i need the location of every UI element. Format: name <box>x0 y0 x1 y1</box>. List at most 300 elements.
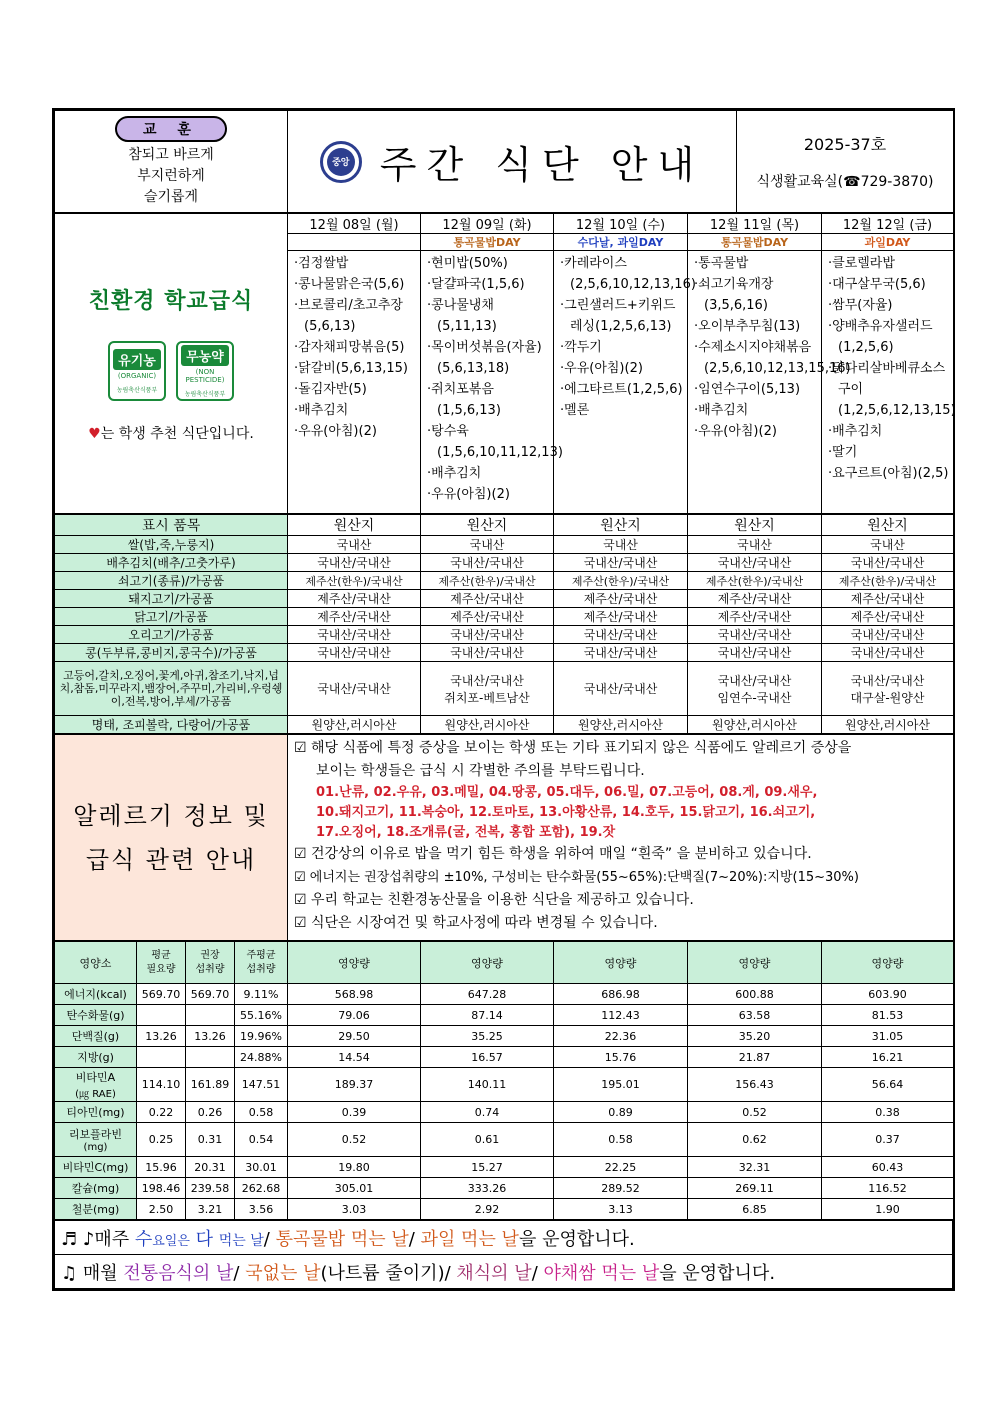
menu-item: ·대구살무국(5,6) <box>828 277 926 292</box>
origin-pollack-value: 원양산,러시아산 <box>288 716 421 734</box>
nutrient-week: 55.16% <box>235 1005 288 1026</box>
origin-value: 국내산/국내산 <box>421 644 554 662</box>
nutrient-label-line: 단백질(g) <box>71 1030 120 1043</box>
menu-item: ·목이버섯볶음(자율)(5,6,13,18) <box>427 340 542 376</box>
footer-da: 다 <box>189 1228 219 1250</box>
nutrition-table <box>54 941 954 1220</box>
nutrient-label-line: 티아민(mg) <box>66 1106 125 1119</box>
nutrition-row <box>55 1178 954 1199</box>
nutrient-amount: 0.37 <box>822 1123 954 1157</box>
nutrient-amount: 568.98 <box>288 984 421 1005</box>
origin-row <box>55 536 954 554</box>
nutrient-amount: 16.57 <box>421 1047 554 1068</box>
origin-label: 닭고기/가공품 <box>55 608 288 626</box>
nutrient-week: 0.54 <box>235 1123 288 1157</box>
nutrient-avg <box>137 1005 186 1026</box>
footer-veg-day: 채식의 날 <box>456 1262 532 1284</box>
allergy-title-line: 급식 관련 안내 <box>85 845 257 874</box>
origin-value: 국내산/국내산 <box>288 626 421 644</box>
origin-value: 국내산/국내산 <box>421 554 554 572</box>
menu-item: ·달걀파국(1,5,6) <box>427 277 525 292</box>
header-table <box>54 110 954 213</box>
recommended-header <box>186 942 235 984</box>
nutrient-amount: 35.20 <box>688 1026 822 1047</box>
weekly-menu-table <box>54 213 954 514</box>
motto-badge: 교 훈 <box>115 116 227 142</box>
menu-item: ·멜론 <box>560 403 590 418</box>
nutrient-rec: 161.89 <box>186 1068 235 1102</box>
day-date-fri: 12월 12일 (금) <box>822 214 954 234</box>
avg-need-header <box>137 942 186 984</box>
origin-value: 제주산/국내산 <box>554 590 688 608</box>
nutrient-rec <box>186 1047 235 1068</box>
menu-item: ·수제소시지야채볶음(2,5,6,10,12,13,15,16) <box>694 340 851 376</box>
menu-item: ·감자채피망볶음(5) <box>294 340 405 355</box>
nutrient-label-line: 비타민C(mg) <box>62 1161 129 1174</box>
nutrient-amount: 289.52 <box>554 1178 688 1199</box>
nutrient-rec <box>186 1005 235 1026</box>
nutrient-rec: 239.58 <box>186 1178 235 1199</box>
origin-value: 제주산/국내산 <box>421 590 554 608</box>
week-avg-header <box>235 942 288 984</box>
music-icon: ♫ 매월 <box>61 1262 124 1284</box>
footer-weekly <box>55 1221 953 1255</box>
nutrient-amount: 189.37 <box>288 1068 421 1102</box>
footer-monthly <box>55 1255 953 1289</box>
origin-header-day: 원산지 <box>421 515 554 536</box>
origin-value: 제주산/국내산 <box>688 608 822 626</box>
nutrient-avg: 569.70 <box>137 984 186 1005</box>
menu-item: ·우유(아침)(2) <box>694 424 777 439</box>
day-date-tue: 12월 09일 (화) <box>421 214 554 234</box>
origin-value: 국내산 <box>688 536 822 554</box>
origin-value: 국내산/국내산 <box>688 644 822 662</box>
origin-value: 제주산(한우)/국내산 <box>688 572 822 590</box>
origin-row <box>55 572 954 590</box>
menu-item: ·우유(아침)(2) <box>427 487 510 502</box>
eco-panel <box>55 214 288 514</box>
nutrient-avg <box>137 1047 186 1068</box>
nutrient-avg: 2.50 <box>137 1199 186 1220</box>
nutrient-amount: 35.25 <box>421 1026 554 1047</box>
nutrient-label <box>55 1005 137 1026</box>
menu-item: ·에그타르트(1,2,5,6) <box>560 382 683 397</box>
nutrient-amount: 81.53 <box>822 1005 954 1026</box>
nutrient-avg: 114.10 <box>137 1068 186 1102</box>
footer-sep: / <box>408 1228 421 1250</box>
allergy-table <box>54 734 954 941</box>
origin-value: 제주산/국내산 <box>554 608 688 626</box>
nutrient-amount: 56.64 <box>822 1068 954 1102</box>
cert-sub: (ORGANIC) <box>117 371 157 380</box>
nutrient-amount: 16.21 <box>822 1047 954 1068</box>
menu-mon <box>288 251 421 514</box>
origin-pollack-value: 원양산,러시아산 <box>554 716 688 734</box>
menu-item: ·카레라이스(2,5,6,10,12,13,16) <box>560 256 696 292</box>
origin-header-day: 원산지 <box>688 515 822 536</box>
nutrient-amount: 686.98 <box>554 984 688 1005</box>
header-line: 주평균 <box>246 949 276 961</box>
menu-sheet <box>52 108 955 1291</box>
nutrient-week: 147.51 <box>235 1068 288 1102</box>
origin-value: 국내산/국내산 <box>822 644 954 662</box>
footer-sep: / <box>531 1262 544 1284</box>
nutrient-amount: 22.36 <box>554 1026 688 1047</box>
origin-pollack-label: 명태, 조피볼락, 다랑어/가공품 <box>55 716 288 734</box>
menu-item: ·콩나물맑은국(5,6) <box>294 277 405 292</box>
nutrient-label <box>55 1123 137 1157</box>
menu-tue <box>421 251 563 514</box>
nutrient-label <box>55 1026 137 1047</box>
allergy-notice: ☑ 해당 식품에 특정 증상을 보이는 학생 또는 기타 표기되지 않은 식품에도 알레르기 증상을 <box>294 740 852 756</box>
origin-line: 국내산/국내산 <box>317 682 391 696</box>
issue-number: 2025-37호 <box>803 135 887 154</box>
menu-item: ·돌김자반(5) <box>294 382 367 397</box>
origin-label: 돼지고기/가공품 <box>55 590 288 608</box>
origin-value: 제주산/국내산 <box>421 608 554 626</box>
allergen-list: 17.오징어, 18.조개류(굴, 전복, 홍합 포함), 19.잣 <box>316 825 616 840</box>
nutrient-label-line: 철분(mg) <box>71 1203 120 1216</box>
origin-row <box>55 590 954 608</box>
origin-line: 임연수-국내산 <box>717 690 792 705</box>
allergy-notices <box>288 735 954 941</box>
nutrient-amount: 0.62 <box>688 1123 822 1157</box>
origin-value: 국내산/국내산 <box>822 554 954 572</box>
nutrient-amount: 32.31 <box>688 1157 822 1178</box>
origin-value: 국내산/국내산 <box>822 626 954 644</box>
cert-foot: 농림축산식품부 <box>184 390 226 398</box>
allergy-notice: ☑ 에너지는 권장섭취량의 ±10%, 구성비는 탄수화물(55~65%):단백질(7~20%):지방(15~30%) <box>294 870 859 885</box>
nutrition-row <box>55 1123 954 1157</box>
nutrient-amount: 15.76 <box>554 1047 688 1068</box>
allergy-notice: ☑ 우리 학교는 친환경농산물을 이용한 식단을 제공하고 있습니다. <box>294 892 694 908</box>
nutrient-label <box>55 1157 137 1178</box>
menu-item: ·배추김치 <box>828 424 883 439</box>
nutrient-label-line: 리보플라빈 <box>68 1128 123 1141</box>
nutrient-amount: 2.92 <box>421 1199 554 1220</box>
nutrient-amount: 31.05 <box>822 1026 954 1047</box>
day-theme-wed: 수다날, 과일DAY <box>554 234 688 251</box>
day-theme-tue: 통곡물밥DAY <box>421 234 554 251</box>
origin-value: 국내산/국내산 <box>688 554 822 572</box>
footer-sep: / <box>263 1228 276 1250</box>
header-line: 필요량 <box>146 963 176 975</box>
allergy-title <box>55 735 288 941</box>
origin-value: 국내산/국내산 <box>421 626 554 644</box>
music-icon: ♬ ♪매주 <box>61 1228 135 1250</box>
origin-header-day: 원산지 <box>554 515 688 536</box>
nutrient-amount: 79.06 <box>288 1005 421 1026</box>
origin-value: 제주산(한우)/국내산 <box>822 572 954 590</box>
nutrient-avg: 15.96 <box>137 1157 186 1178</box>
allergy-notice: 보이는 학생들은 급식 시 각별한 주의를 부탁드립니다. <box>316 763 645 779</box>
origin-value: 제주산/국내산 <box>822 590 954 608</box>
menu-item: ·오이부추무침(13) <box>694 319 801 334</box>
amount-header: 영양량 <box>421 942 554 984</box>
cert-label: 유기농 <box>113 349 161 370</box>
origin-value: 국내산/국내산 <box>288 554 421 572</box>
menu-item: ·쌈무(자율) <box>828 298 893 313</box>
nutrient-label-line: (mg) <box>83 1142 108 1153</box>
menu-item: ·콩나물냉채(5,11,13) <box>427 298 497 334</box>
footer-nosoup-day: 국없는 날 <box>245 1262 321 1284</box>
nutrient-week: 3.56 <box>235 1199 288 1220</box>
nutrient-label-line: 칼슘(mg) <box>71 1182 120 1195</box>
nutrient-label <box>55 1178 137 1199</box>
allergy-title-line: 알레르기 정보 및 <box>73 801 269 830</box>
nutrient-label-line: 비타민A <box>75 1071 116 1084</box>
nutrient-week: 0.58 <box>235 1102 288 1123</box>
amount-header: 영양량 <box>554 942 688 984</box>
origin-value: 제주산(한우)/국내산 <box>554 572 688 590</box>
footer-suffix: 을 운영합니다. <box>659 1262 776 1284</box>
origin-pollack-value: 원양산,러시아산 <box>688 716 822 734</box>
nutrient-amount: 0.39 <box>288 1102 421 1123</box>
header-line: 섭취량 <box>195 963 225 975</box>
menu-item: ·그린샐러드+키위드레싱(1,2,5,6,13) <box>560 298 676 334</box>
motto-line: 참되고 바르게 <box>128 146 214 163</box>
allergy-notice: ☑ 식단은 시장여건 및 학교사정에 따라 변경될 수 있습니다. <box>294 915 658 931</box>
nutrient-amount: 156.43 <box>688 1068 822 1102</box>
nutrient-rec: 0.26 <box>186 1102 235 1123</box>
amount-header: 영양량 <box>822 942 954 984</box>
menu-item: ·임연수구이(5,13) <box>694 382 801 397</box>
amount-header: 영양량 <box>688 942 822 984</box>
nutrient-week: 262.68 <box>235 1178 288 1199</box>
origin-header-day: 원산지 <box>288 515 421 536</box>
menu-fri <box>822 251 954 514</box>
nutrient-amount: 21.87 <box>688 1047 822 1068</box>
origin-line: 대구살-원양산 <box>850 690 925 705</box>
cert-foot: 농림축산식품부 <box>116 386 158 394</box>
nutrient-amount: 195.01 <box>554 1068 688 1102</box>
organic-cert-icon <box>108 341 166 401</box>
nutrient-label <box>55 1102 137 1123</box>
nutrient-label-line: (㎍ RAE) <box>75 1089 116 1100</box>
nutrient-amount: 0.61 <box>421 1123 554 1157</box>
origin-row <box>55 644 954 662</box>
footer-meok: 먹는 날 <box>218 1232 264 1249</box>
cert-label: 무농약 <box>181 345 229 366</box>
origin-label: 쇠고기(종류)/가공품 <box>55 572 288 590</box>
nutrient-amount: 1.90 <box>822 1199 954 1220</box>
menu-item: ·우유(아침)(2) <box>560 361 643 376</box>
nutrient-amount: 60.43 <box>822 1157 954 1178</box>
origin-value: 제주산/국내산 <box>688 590 822 608</box>
nutrient-amount: 63.58 <box>688 1005 822 1026</box>
motto-line: 슬기롭게 <box>143 188 199 205</box>
menu-item: ·요구르트(아침)(2,5) <box>828 466 949 481</box>
menu-item: ·딸기 <box>828 445 858 460</box>
day-date-thu: 12월 11일 (목) <box>688 214 822 234</box>
nutrition-row <box>55 1199 954 1220</box>
footer-suffix: 을 운영합니다. <box>518 1228 635 1250</box>
nutrient-amount: 3.03 <box>288 1199 421 1220</box>
footer-wed: 수 <box>134 1228 153 1250</box>
nutrient-amount: 0.89 <box>554 1102 688 1123</box>
nutrient-amount: 15.27 <box>421 1157 554 1178</box>
nutrient-amount: 3.13 <box>554 1199 688 1220</box>
origin-value: 국내산/국내산 <box>288 644 421 662</box>
nutrient-amount: 600.88 <box>688 984 822 1005</box>
nutrient-week: 9.11% <box>235 984 288 1005</box>
nutrition-row <box>55 1068 954 1102</box>
allergen-list: 01.난류, 02.우유, 03.메밀, 04.땅콩, 05.대두, 06.밀, 07.고등어, 08.게, 09.새우, <box>316 785 818 800</box>
day-date-wed: 12월 10일 (수) <box>554 214 688 234</box>
nutrient-rec: 13.26 <box>186 1026 235 1047</box>
origin-pollack-value: 원양산,러시아산 <box>421 716 554 734</box>
nutrient-rec: 569.70 <box>186 984 235 1005</box>
origin-pollack-value: 원양산,러시아산 <box>822 716 954 734</box>
school-emblem-icon <box>320 141 362 183</box>
origin-label: 배추김치(배추/고춧가루) <box>55 554 288 572</box>
nutrient-week: 19.96% <box>235 1026 288 1047</box>
title-cell <box>288 111 737 213</box>
nutrient-amount: 29.50 <box>288 1026 421 1047</box>
footer-fruit-day: 과일 먹는 날 <box>420 1228 519 1250</box>
origin-fish-value <box>688 662 822 716</box>
nutrient-label <box>55 1068 137 1102</box>
emblem-text: 중앙 <box>327 148 355 176</box>
origin-value: 국내산/국내산 <box>554 626 688 644</box>
origin-header-day: 원산지 <box>822 515 954 536</box>
nutrient-amount: 116.52 <box>822 1178 954 1199</box>
nutrient-amount: 0.52 <box>288 1123 421 1157</box>
origin-line: 국내산/국내산 <box>850 673 925 688</box>
origin-fish-value <box>421 662 554 716</box>
menu-item: ·깍두기 <box>560 340 602 355</box>
menu-item: ·양배추유자샐러드(1,2,5,6) <box>828 319 933 355</box>
day-date-mon: 12월 08일 (월) <box>288 214 421 234</box>
origin-value: 제주산(한우)/국내산 <box>288 572 421 590</box>
nutrient-amount: 0.58 <box>554 1123 688 1157</box>
origin-value: 국내산/국내산 <box>554 644 688 662</box>
eco-title: 친환경 학교급식 <box>88 289 254 314</box>
page-title: 주간 식단 안내 <box>379 143 705 187</box>
nutrient-week: 30.01 <box>235 1157 288 1178</box>
day-theme-thu: 통곡물밥DAY <box>688 234 822 251</box>
issue-info <box>737 111 954 213</box>
nutrient-amount: 0.52 <box>688 1102 822 1123</box>
nutrient-rec: 20.31 <box>186 1157 235 1178</box>
nutrient-amount: 6.85 <box>688 1199 822 1220</box>
origin-value: 제주산/국내산 <box>288 590 421 608</box>
nutrient-amount: 305.01 <box>288 1178 421 1199</box>
nutrient-label <box>55 984 137 1005</box>
header-line: 평균 <box>151 949 171 961</box>
origin-value: 국내산 <box>822 536 954 554</box>
origin-row <box>55 608 954 626</box>
nutrient-label-line: 지방(g) <box>77 1051 114 1064</box>
origin-label: 콩(두부류,콩비지,콩국수)/가공품 <box>55 644 288 662</box>
nutrient-week: 24.88% <box>235 1047 288 1068</box>
amount-header: 영양량 <box>288 942 421 984</box>
day-theme-fri: 과일DAY <box>822 234 954 251</box>
menu-item: ·클로렐라밥 <box>828 256 895 271</box>
allergy-notice: ☑ 건강상의 이유로 밥을 먹기 힘든 학생을 위하여 매일 “흰죽” 을 분비하고 있습니다. <box>294 846 812 862</box>
origin-header-label: 표시 품목 <box>55 515 288 536</box>
origin-fish-value <box>822 662 954 716</box>
footer-grain-day: 통곡물밥 먹는 날 <box>275 1228 409 1250</box>
nutrient-amount: 87.14 <box>421 1005 554 1026</box>
origin-row <box>55 626 954 644</box>
nutrient-avg: 198.46 <box>137 1178 186 1199</box>
nutrient-amount: 14.54 <box>288 1047 421 1068</box>
nutrient-avg: 13.26 <box>137 1026 186 1047</box>
origin-fish-label: 고등어,갈치,오징어,꽃게,아귀,참조기,낙지,넙치,참돔,미꾸라지,뱀장어,주꾸미,가리비,우렁쉥이,전복,방어,부세/가공품 <box>55 662 288 716</box>
nutrient-amount: 19.80 <box>288 1157 421 1178</box>
origin-fish-value <box>288 662 421 716</box>
footer-sep: / <box>233 1262 246 1284</box>
nutrient-label <box>55 1199 137 1220</box>
day-theme-mon <box>288 234 421 251</box>
menu-item: ·닭갈비(5,6,13,15) <box>294 361 408 376</box>
recommend-note <box>55 423 287 443</box>
menu-item: ·닭다리살바베큐소스구이(1,2,5,6,12,13,15) <box>828 361 956 418</box>
menu-wed <box>554 251 696 514</box>
footer-sep: / <box>444 1262 457 1284</box>
menu-item: ·배추김치 <box>294 403 349 418</box>
origin-value: 국내산/국내산 <box>688 626 822 644</box>
menu-item: ·쇠고기육개장(3,5,6,16) <box>694 277 774 313</box>
menu-item: ·통곡물밥 <box>694 256 749 271</box>
nutrient-label-line: 에너지(kcal) <box>64 988 127 1001</box>
menu-item: ·탕수육(1,5,6,10,11,12,13) <box>427 424 563 460</box>
footer-nosoup-note: (나트륨 줄이기) <box>320 1262 445 1284</box>
origin-table <box>54 514 954 734</box>
nutrient-rec: 0.31 <box>186 1123 235 1157</box>
header-line: 권장 <box>200 949 220 961</box>
menu-item: ·쥐치포볶음(1,5,6,13) <box>427 382 501 418</box>
origin-value: 제주산/국내산 <box>822 608 954 626</box>
nutrition-row <box>55 1026 954 1047</box>
origin-line: 쥐치포-베트남산 <box>444 690 530 705</box>
nutrient-amount: 333.26 <box>421 1178 554 1199</box>
footer-wed-small: 요일은 <box>152 1233 190 1249</box>
menu-item: ·검정쌀밥 <box>294 256 349 271</box>
menu-item: ·현미밥(50%) <box>427 256 508 271</box>
nutrient-amount: 0.74 <box>421 1102 554 1123</box>
menu-item: ·브로콜리/초고추장(5,6,13) <box>294 298 403 334</box>
heart-icon: ♥ <box>88 426 101 442</box>
nutrient-amount: 112.43 <box>554 1005 688 1026</box>
nutrient-amount: 140.11 <box>421 1068 554 1102</box>
footer-table <box>54 1220 953 1289</box>
footer-ssam-day: 야채쌈 먹는 날 <box>543 1262 660 1284</box>
school-motto <box>55 111 288 213</box>
nutrient-amount: 22.25 <box>554 1157 688 1178</box>
menu-item: ·우유(아침)(2) <box>294 424 377 439</box>
origin-value: 제주산(한우)/국내산 <box>421 572 554 590</box>
origin-value: 국내산 <box>288 536 421 554</box>
nutrition-row <box>55 984 954 1005</box>
origin-fish-value <box>554 662 688 716</box>
nutrient-label-line: 탄수화물(g) <box>66 1009 125 1022</box>
nutrient-amount: 603.90 <box>822 984 954 1005</box>
origin-line: 국내산/국내산 <box>717 673 792 688</box>
origin-row <box>55 554 954 572</box>
cert-sub: (NON PESTICIDE) <box>185 367 225 384</box>
header-line: 섭취량 <box>246 963 276 975</box>
origin-value: 국내산 <box>421 536 554 554</box>
menu-item: ·배추김치 <box>427 466 482 481</box>
origin-label: 쌀(밥,죽,누룽지) <box>55 536 288 554</box>
nutrient-label <box>55 1047 137 1068</box>
origin-value: 국내산 <box>554 536 688 554</box>
origin-line: 국내산/국내산 <box>583 682 658 696</box>
nutrient-amount: 269.11 <box>688 1178 822 1199</box>
allergen-list: 10.돼지고기, 11.복숭아, 12.토마토, 13.아황산류, 14.호두, 15.닭고기, 16.쇠고기, <box>316 805 816 820</box>
